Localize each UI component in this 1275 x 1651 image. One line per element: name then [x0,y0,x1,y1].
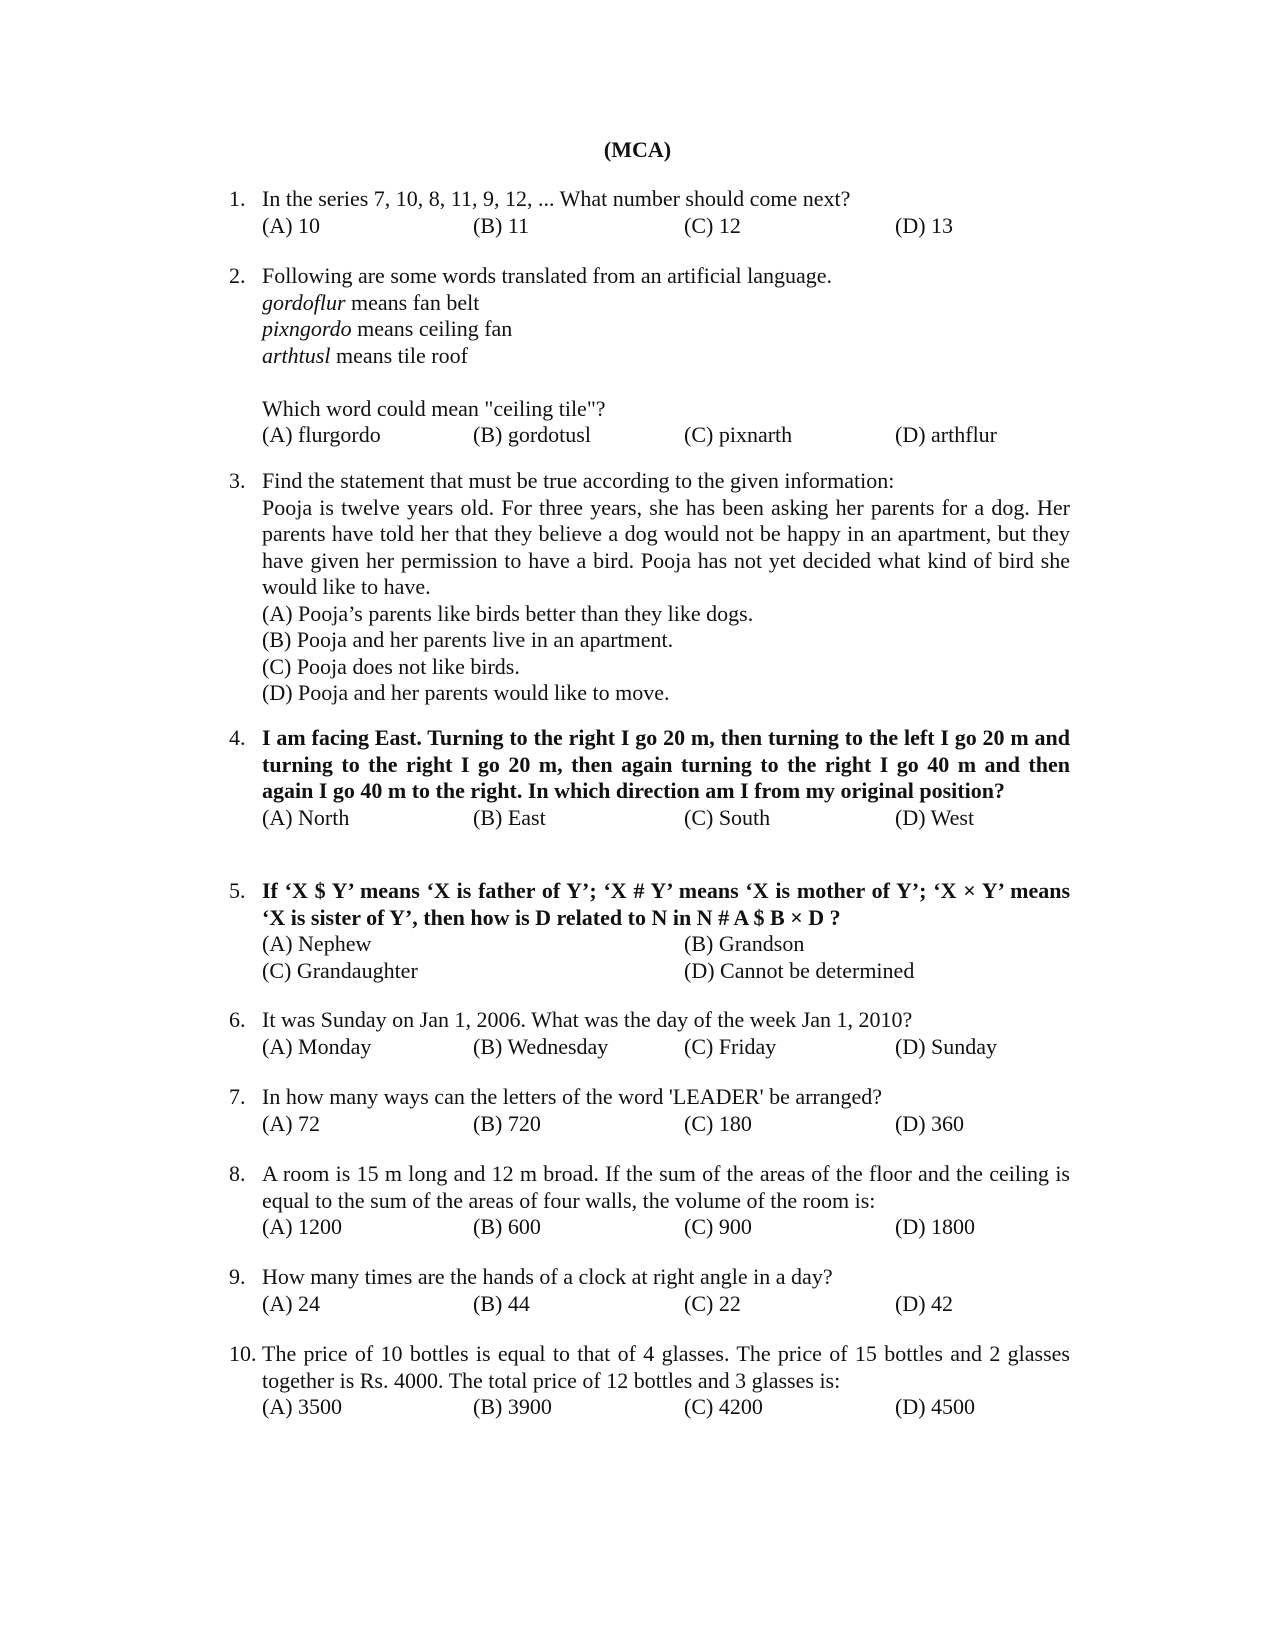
option-a: (A) 3500 [262,1394,343,1419]
option-c: (C) 900 [684,1214,752,1239]
word-list [262,290,1070,370]
word-entry [262,290,1070,317]
option-b: (B) Wednesday [473,1033,609,1059]
question-number: 5. [229,878,246,903]
option-b: (B) 3900 [473,1394,552,1419]
question-number: 4. [229,725,246,750]
option-c: (C) 12 [684,212,741,238]
artificial-word: arthtusl [262,342,331,368]
option-d: (D) 4500 [895,1394,976,1419]
question-3 [229,468,1070,707]
word-entry [262,316,1070,343]
options-row [262,1394,1070,1421]
options-row [262,1291,1070,1318]
option-a: (A) 24 [262,1290,321,1316]
question-4 [229,725,1070,831]
word-entry [262,343,1070,370]
question-text: A room is 15 m long and 12 m broad. If the sum of the areas of the floor and the ceiling is equal to the sum of the areas of four walls, the volume of the room is: [262,1161,1070,1213]
option-d: (D) Pooja and her parents would like to move. [262,680,670,705]
question-number: 10. [229,1341,257,1366]
question-text: In the series 7, 10, 8, 11, 9, 12, ... What number should come next? [262,186,851,211]
question-number: 7. [229,1084,246,1109]
option-b: (B) Pooja and her parents live in an apartment. [262,627,674,652]
question-number: 2. [229,263,246,288]
question-1 [229,186,1070,239]
option-c: (C) Friday [684,1033,777,1059]
word-meaning: means tile roof [330,342,468,368]
question-text: Following are some words translated from an artificial language. [262,263,832,288]
question-9 [229,1264,1070,1317]
question-2 [229,263,1070,449]
option-a: (A) Monday [262,1033,372,1059]
question-text: Find the statement that must be true according to the given information: [262,468,895,493]
option-c: (C) Pooja does not like birds. [262,653,520,679]
option-c: (C) South [684,804,771,830]
option-a: (A) North [262,804,350,830]
question-text: I am facing East. Turning to the right I go 20 m, then turning to the left I go 20 m and turning to the right I go 20 m, then again turning to the right I go 40 m and then again I go 40 m to the right. In which direction am I from my original position? [262,725,1070,803]
options-row [262,1034,1070,1061]
option-d: (D) 13 [895,212,954,238]
question-8 [229,1161,1070,1241]
option-b: (B) gordotusl [473,422,591,447]
question-7 [229,1084,1070,1137]
option-a: (A) Pooja’s parents like birds better than they like dogs. [262,600,754,626]
options-row [262,422,1070,449]
option-b: (B) 11 [473,212,530,238]
option-a: (A) Nephew [262,931,372,956]
question-number: 6. [229,1007,246,1032]
option-b: (B) 44 [473,1290,530,1316]
options-row [262,1111,1070,1138]
option-d: (D) West [895,804,975,830]
option-a: (A) 1200 [262,1214,343,1239]
option-d: (D) arthflur [895,422,998,447]
option-d: (D) 1800 [895,1214,976,1239]
option-c: (C) 180 [684,1110,752,1136]
question-number: 9. [229,1264,246,1289]
option-a: (A) 10 [262,212,321,238]
question-text: How many times are the hands of a clock at right angle in a day? [262,1264,833,1289]
option-a: (A) flurgordo [262,422,381,447]
options-row [262,958,1070,985]
option-c: (C) pixnarth [684,422,793,447]
option-d: (D) 42 [895,1290,954,1316]
options-row [262,805,1070,832]
question-text: It was Sunday on Jan 1, 2006. What was the day of the week Jan 1, 2010? [262,1007,913,1032]
options-row [262,213,1070,240]
question-passage: Pooja is twelve years old. For three years, she has been asking her parents for a dog. Her parents have told her that they believe a dog would not be happy in an apartment, but they have given her permission to have a bird. Pooja has not yet decided what kind of bird she would like to have. [262,494,1070,599]
option-c: (C) 22 [684,1290,741,1316]
option-a: (A) 72 [262,1110,321,1136]
word-meaning: means fan belt [345,289,480,315]
page-title: (MCA) [603,137,672,162]
question-6 [229,1007,1070,1060]
option-d: (D) 360 [895,1110,965,1136]
question-prompt: Which word could mean "ceiling tile"? [262,395,606,421]
options-row [262,931,1070,958]
question-text: In how many ways can the letters of the word 'LEADER' be arranged? [262,1084,883,1109]
option-b: (B) 600 [473,1214,541,1239]
question-number: 3. [229,468,246,493]
option-d: (D) Sunday [895,1033,998,1059]
question-number: 8. [229,1161,246,1186]
option-c: (C) Grandaughter [262,957,418,983]
question-number: 1. [229,186,246,211]
option-c: (C) 4200 [684,1394,763,1419]
word-meaning: means ceiling fan [351,316,513,341]
question-10 [229,1341,1070,1421]
artificial-word: pixngordo [262,316,352,341]
question-5 [229,878,1070,984]
options-row [262,1214,1070,1241]
artificial-word: gordoflur [262,289,346,315]
option-d: (D) Cannot be determined [684,957,915,983]
option-b: (B) Grandson [684,931,805,956]
option-b: (B) East [473,804,546,830]
option-b: (B) 720 [473,1110,541,1136]
question-text: The price of 10 bottles is equal to that of 4 glasses. The price of 15 bottles and 2 glasses together is Rs. 4000. The total price of 12 bottles and 3 glasses is: [262,1341,1070,1393]
question-text: If ‘X $ Y’ means ‘X is father of Y’; ‘X # Y’ means ‘X is mother of Y’; ‘X × Y’ means ‘X is sister of Y’, then how is D related to N in N # A $ B × D ? [262,878,1070,930]
